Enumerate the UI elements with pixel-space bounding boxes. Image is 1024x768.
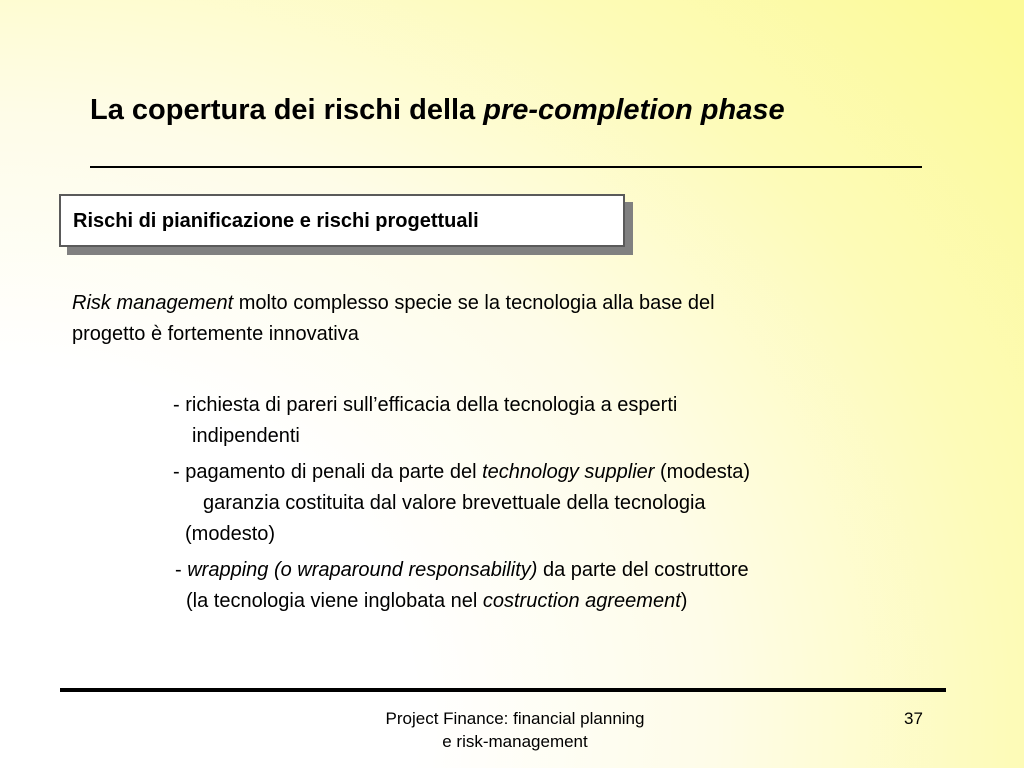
bullet-3-line-1 xyxy=(175,555,749,586)
intro-line-1 xyxy=(72,288,932,319)
footer-line-1: Project Finance: financial planning xyxy=(385,709,645,728)
section-box xyxy=(59,194,625,247)
bullet-1-line-2: indipendenti xyxy=(192,425,300,447)
footer-text xyxy=(340,707,690,753)
bullet-3-line2-prefix: (la tecnologia viene inglobata nel xyxy=(186,590,483,612)
footer-rule xyxy=(60,688,946,692)
page-number: 37 xyxy=(904,709,923,728)
bullet-3-prefix: - xyxy=(175,559,188,581)
title-underline xyxy=(90,166,922,168)
intro-paragraph xyxy=(72,288,932,350)
bullet-1-line-1: - richiesta di pareri sull’efficacia della tecnologia a esperti xyxy=(173,394,678,416)
bullet-2-line-3: (modesto) xyxy=(185,523,276,545)
bullet-3-line2-suffix: ) xyxy=(680,590,688,612)
bullet-3-line2-italic: costruction agreement xyxy=(482,590,681,612)
bullet-2-italic: technology supplier xyxy=(482,461,655,483)
bullet-2-line-1 xyxy=(173,457,750,488)
bullet-2-suffix: (modesta) xyxy=(654,461,751,483)
bullet-3-italic: wrapping (o wraparound responsability) xyxy=(187,559,538,581)
bullet-3-line-2 xyxy=(186,586,687,617)
slide-title-main: La copertura dei rischi della xyxy=(90,94,484,126)
slide-title xyxy=(90,94,785,127)
intro-line1-rest: molto complesso specie se la tecnologia alla base del xyxy=(233,292,715,314)
bullet-2-line-2: garanzia costituita dal valore brevettuale della tecnologia xyxy=(203,492,706,514)
bullet-2-prefix: - pagamento di penali da parte del xyxy=(173,461,483,483)
footer-line-2: e risk-management xyxy=(442,732,588,751)
bullet-3-suffix: da parte del costruttore xyxy=(537,559,749,581)
intro-line-2: progetto è fortemente innovativa xyxy=(72,323,359,345)
section-box-label: Rischi di pianificazione e rischi progettuali xyxy=(73,210,479,232)
intro-italic: Risk management xyxy=(72,292,234,314)
slide-title-italic: pre-completion phase xyxy=(483,94,785,126)
